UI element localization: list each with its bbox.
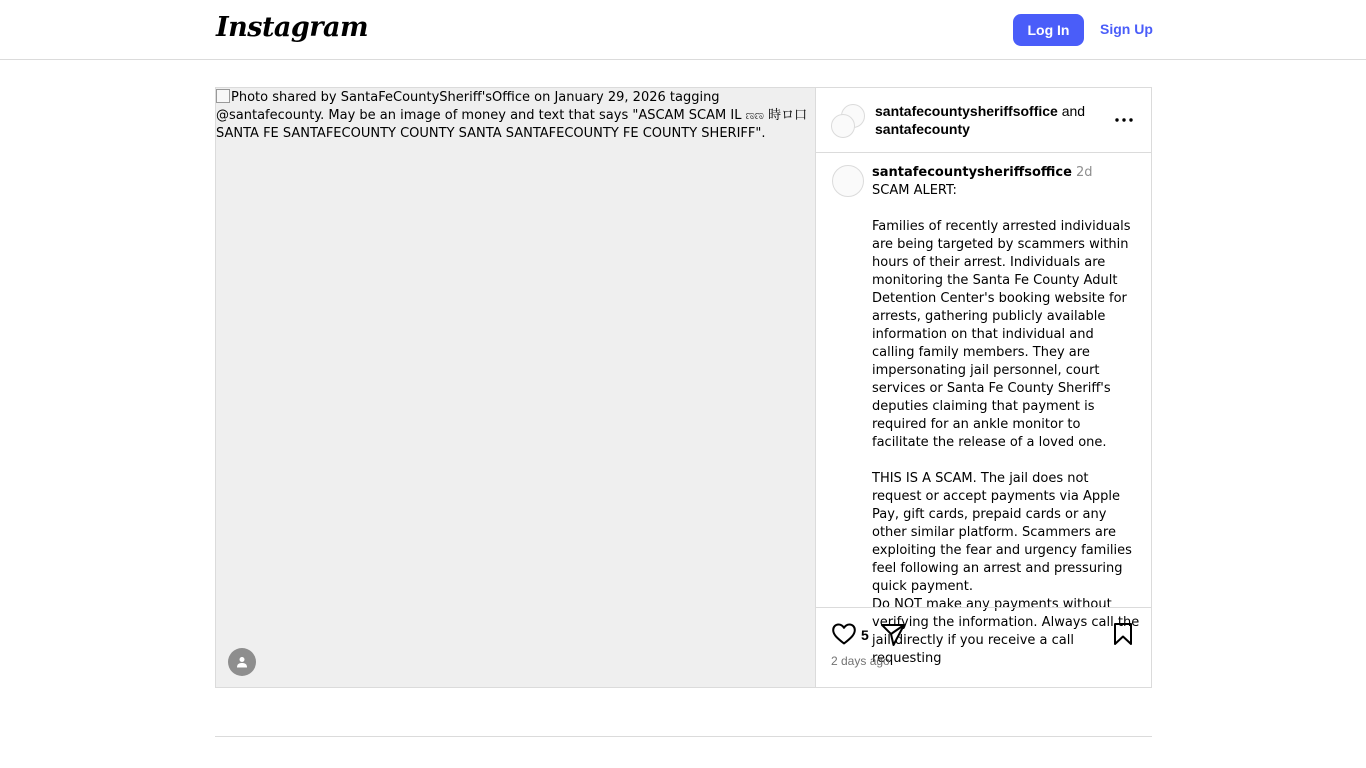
collaborator-username[interactable]: santafecounty (875, 121, 970, 137)
post-authors (875, 102, 1095, 138)
caption-body (872, 164, 1140, 668)
signup-link[interactable]: Sign Up (1100, 21, 1153, 37)
heart-icon (831, 622, 857, 646)
share-button[interactable] (880, 622, 906, 648)
bookmark-icon (1112, 622, 1134, 646)
avatar (831, 114, 855, 138)
footer-divider (215, 736, 1152, 737)
login-button[interactable]: Log In (1013, 14, 1084, 46)
caption-text: SCAM ALERT: Families of recently arrested individuals are being targeted by scammers within hours of their arrest. Individuals are monitoring the Santa Fe County Adult Detention Center's booking website for arrests, gathering publicly available information on that individual and calling family members. They are impersonating jail personnel, court services or Santa Fe County Sheriff's deputies claiming that payment is required for an ankle monitor to facilitate the release of a loved one. THIS IS A SCAM. The jail does not request or accept payments via Apple Pay, gift cards, prepaid cards or any other similar platform. Scammers are exploiting the fear and urgency families feel following an arrest and pressuring quick payment. Do NOT make any payments without verifying the information. Always call the jail directly if you receive a call requesting (872, 183, 1140, 666)
collab-avatars[interactable] (831, 104, 865, 138)
tagged-users-button[interactable] (228, 648, 256, 676)
post-media[interactable] (216, 88, 816, 687)
caption-username[interactable]: santafecountysheriffsoffice (872, 165, 1072, 180)
avatar[interactable] (832, 165, 864, 197)
post-timestamp[interactable]: 2 days ago (831, 654, 890, 668)
image-alt-text-content: Photo shared by SantaFeCountySheriff'sOffice on January 29, 2026 tagging @santafecounty. May be an image of money and text that says "ASCAM SCAM IL ಣಣ 時ロ口 SANTA FE SANTAFECOUNTY COUNTY SANTA SANTAFECOUNTY FE COUNTY SHERIFF". (216, 90, 808, 141)
user-icon (236, 656, 248, 668)
more-options-icon (1112, 110, 1136, 130)
like-button[interactable] (831, 622, 857, 646)
instagram-logo[interactable]: Instagram (216, 12, 369, 43)
caption-time: 2d (1075, 165, 1093, 180)
post-container (215, 87, 1152, 688)
post-actions (816, 607, 1151, 687)
post-sidebar (816, 88, 1151, 687)
broken-image-icon (216, 89, 230, 103)
post-header (816, 88, 1151, 153)
image-alt-text (216, 89, 814, 143)
author-username[interactable]: santafecountysheriffsoffice (875, 103, 1058, 119)
save-button[interactable] (1112, 622, 1134, 646)
more-options-button[interactable] (1112, 110, 1136, 130)
like-count[interactable]: 5 (861, 627, 869, 643)
paper-plane-icon (880, 622, 906, 648)
top-bar (0, 0, 1366, 60)
authors-conjunction: and (1057, 103, 1086, 119)
